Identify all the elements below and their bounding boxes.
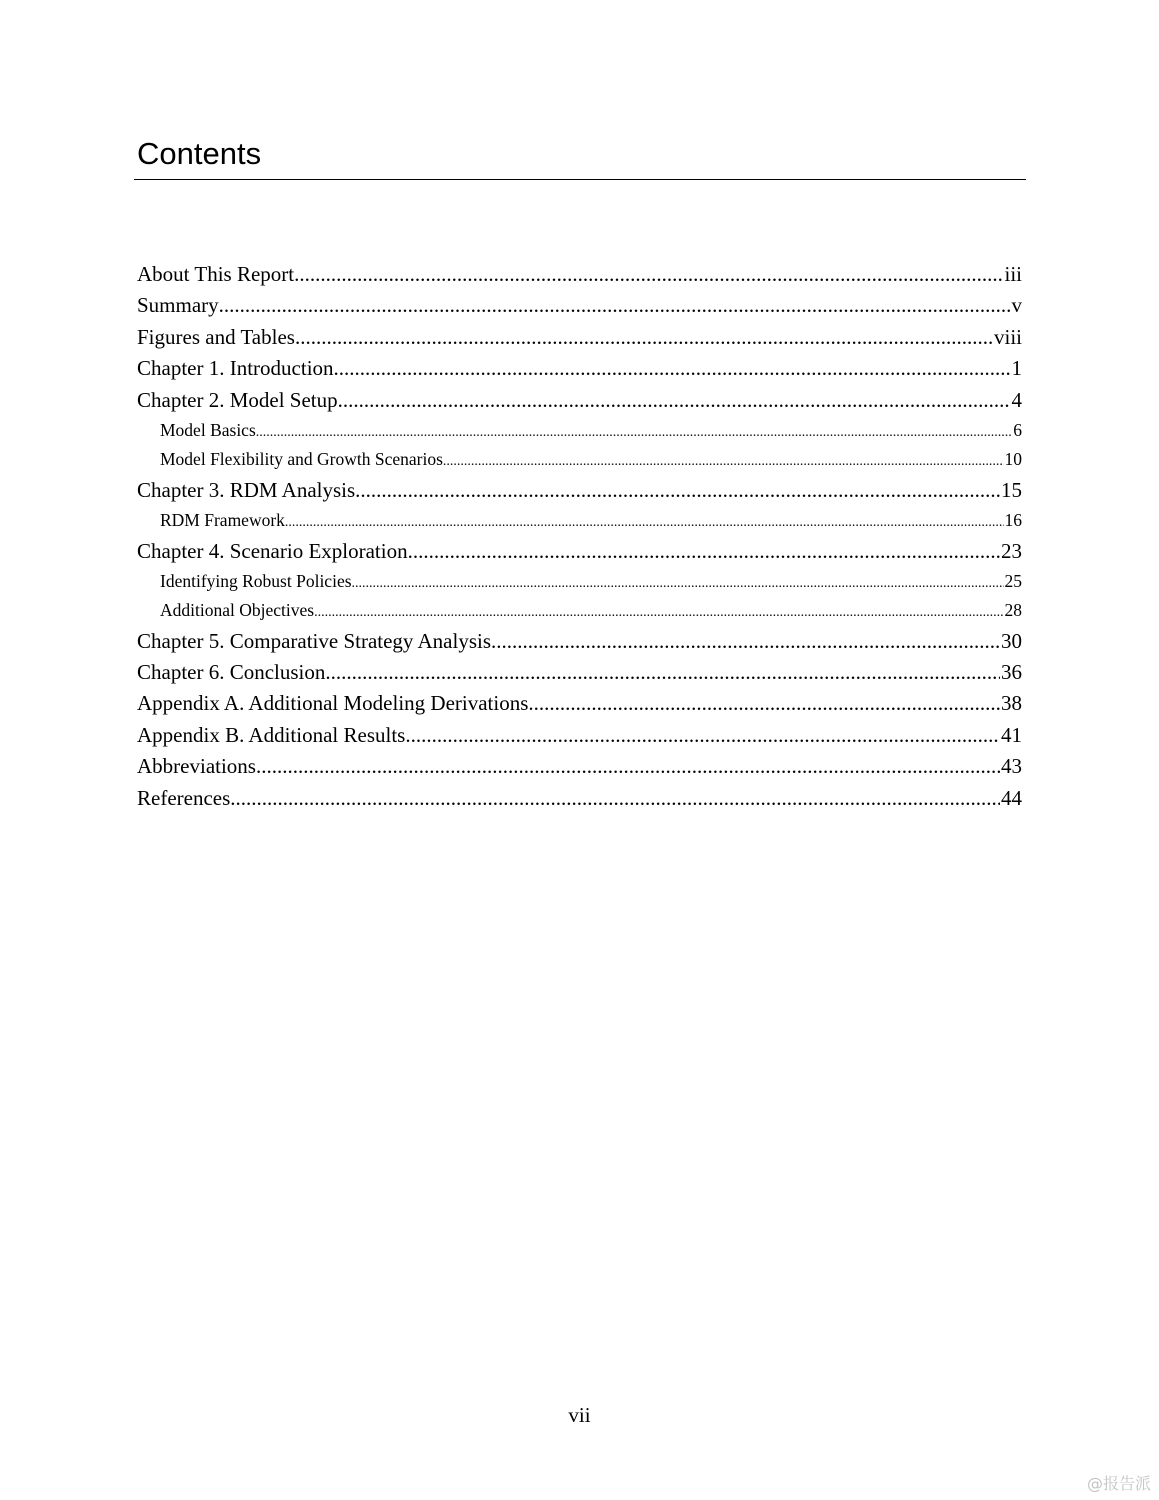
toc-entry-label: About This Report bbox=[137, 262, 295, 286]
toc-entry-label: Figures and Tables bbox=[137, 324, 295, 349]
toc-entry-abbreviations[interactable] bbox=[137, 751, 1022, 782]
toc-entry-page: 6 bbox=[1013, 419, 1022, 440]
toc-entry-page: 16 bbox=[1004, 510, 1022, 531]
toc-entry-label: Chapter 1. Introduction bbox=[137, 356, 334, 381]
toc-entry-label: RDM Framework bbox=[160, 510, 285, 531]
dot-leader bbox=[338, 385, 1011, 416]
toc-entry-page: 10 bbox=[1004, 449, 1022, 470]
dot-leader bbox=[285, 506, 1004, 535]
toc-entry-label: Chapter 2. Model Setup bbox=[137, 387, 338, 412]
toc-entry-label: Chapter 3. RDM Analysis bbox=[137, 477, 356, 502]
dot-leader bbox=[256, 751, 1000, 782]
toc-entry-references[interactable] bbox=[137, 783, 1022, 814]
toc-entry-page: 15 bbox=[1001, 477, 1022, 502]
dot-leader bbox=[256, 416, 1012, 445]
toc-subentry-model-basics[interactable] bbox=[137, 416, 1022, 445]
dot-leader bbox=[230, 783, 1000, 814]
dot-leader bbox=[408, 536, 1000, 567]
toc-entry-page: 38 bbox=[1001, 691, 1022, 716]
toc-entry-chapter-2[interactable] bbox=[137, 385, 1022, 416]
toc-entry-label: Abbreviations bbox=[137, 754, 256, 779]
toc-entry-label: Additional Objectives bbox=[160, 600, 315, 621]
toc-entry-label: Summary bbox=[137, 293, 219, 318]
toc-entry-appendix-a[interactable] bbox=[137, 688, 1022, 719]
toc-subentry-additional-objectives[interactable] bbox=[137, 596, 1022, 625]
toc-entry-label: References bbox=[137, 785, 231, 810]
toc-subentry-robust-policies[interactable] bbox=[137, 567, 1022, 596]
toc-entry-summary[interactable] bbox=[137, 290, 1022, 321]
dot-leader bbox=[294, 259, 1003, 290]
watermark: @报告派 bbox=[1086, 1474, 1151, 1493]
dot-leader bbox=[219, 290, 1011, 321]
dot-leader bbox=[491, 626, 1000, 657]
toc-entry-label: Appendix A. Additional Modeling Derivations bbox=[137, 691, 529, 716]
page-title: Contents bbox=[137, 136, 262, 171]
toc-entry-page: 43 bbox=[1001, 754, 1022, 779]
dot-leader bbox=[295, 322, 993, 353]
dot-leader bbox=[352, 567, 1004, 596]
dot-leader bbox=[405, 720, 1000, 751]
toc-entry-label: Chapter 5. Comparative Strategy Analysis bbox=[137, 628, 492, 653]
toc-entry-page: 23 bbox=[1001, 538, 1022, 563]
toc-entry-figures-and-tables[interactable] bbox=[137, 322, 1022, 353]
toc-entry-chapter-1[interactable] bbox=[137, 353, 1022, 384]
toc-entry-page: 25 bbox=[1004, 570, 1022, 591]
toc-entry-page: viii bbox=[993, 324, 1022, 349]
dot-leader bbox=[325, 657, 1000, 688]
toc-entry-label: Chapter 6. Conclusion bbox=[137, 660, 326, 685]
table-of-contents bbox=[137, 259, 1022, 814]
toc-entry-page: 41 bbox=[1001, 722, 1022, 747]
dot-leader bbox=[314, 596, 1003, 625]
toc-entry-label: Model Basics bbox=[160, 419, 256, 440]
toc-entry-page: iii bbox=[1004, 262, 1022, 286]
toc-entry-chapter-6[interactable] bbox=[137, 657, 1022, 688]
toc-subentry-model-flexibility[interactable] bbox=[137, 445, 1022, 474]
dot-leader bbox=[334, 353, 1011, 384]
toc-entry-page: 44 bbox=[1001, 785, 1022, 810]
toc-entry-chapter-3[interactable] bbox=[137, 475, 1022, 506]
dot-leader bbox=[528, 688, 1000, 719]
toc-entry-label: Model Flexibility and Growth Scenarios bbox=[160, 449, 443, 470]
toc-entry-chapter-5[interactable] bbox=[137, 626, 1022, 657]
toc-entry-about-this-report[interactable] bbox=[137, 259, 1022, 290]
toc-entry-appendix-b[interactable] bbox=[137, 720, 1022, 751]
toc-entry-label: Identifying Robust Policies bbox=[160, 570, 352, 591]
toc-entry-label: Appendix B. Additional Results bbox=[137, 722, 406, 747]
toc-entry-page: v bbox=[1011, 293, 1022, 318]
toc-subentry-rdm-framework[interactable] bbox=[137, 506, 1022, 535]
toc-entry-page: 28 bbox=[1004, 600, 1022, 621]
toc-entry-page: 36 bbox=[1001, 660, 1022, 685]
toc-entry-label: Chapter 4. Scenario Exploration bbox=[137, 538, 408, 563]
toc-entry-page: 1 bbox=[1011, 356, 1022, 381]
toc-entry-page: 30 bbox=[1001, 628, 1022, 653]
toc-entry-page: 4 bbox=[1011, 387, 1022, 412]
title-divider bbox=[134, 179, 1026, 180]
toc-entry-chapter-4[interactable] bbox=[137, 536, 1022, 567]
dot-leader bbox=[443, 445, 1004, 474]
dot-leader bbox=[355, 475, 1000, 506]
page-number: vii bbox=[568, 1403, 591, 1427]
